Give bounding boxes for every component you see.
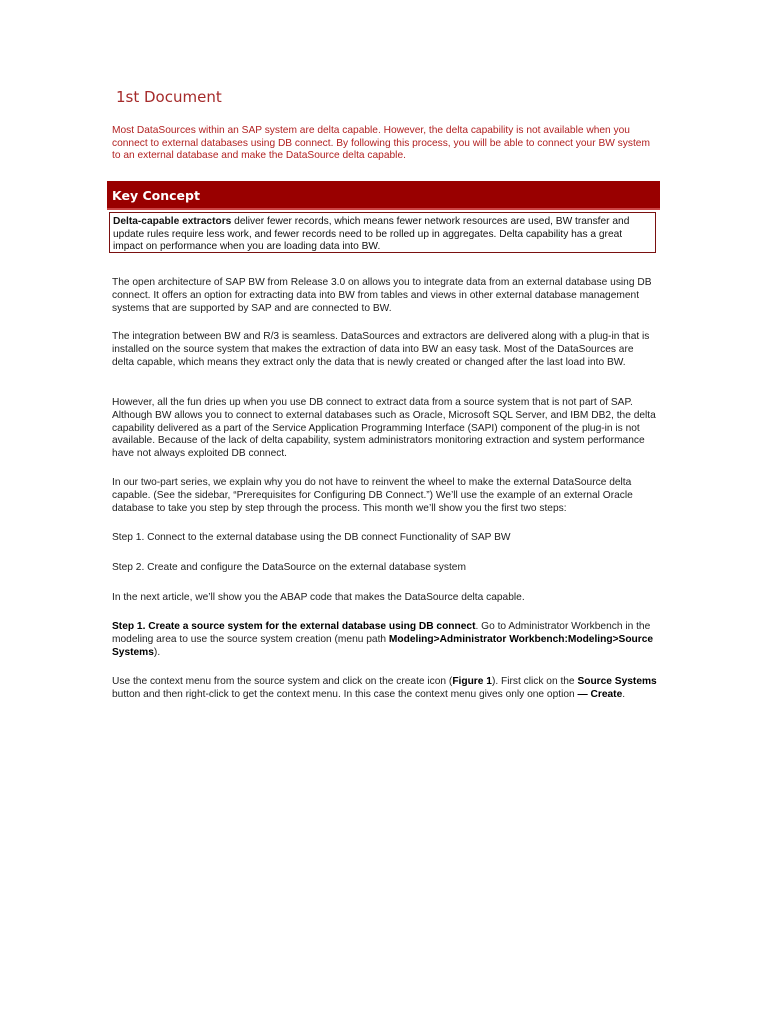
context-menu-paragraph	[112, 676, 657, 702]
step1-text-a: . Go to Administrator Workbench in the modeling area to use the source system creation (menu path	[112, 621, 651, 645]
step1-text-b: ).	[153, 646, 161, 658]
context-text-b: ). First click on the	[491, 676, 578, 687]
step1-menu-path: Modeling>Administrator Workbench:Modeling>Source Systems	[112, 633, 654, 658]
step2-line: Step 2. Create and configure the DataSource on the external database system	[112, 562, 466, 573]
intro-paragraph: Most DataSources within an SAP system are delta capable. However, the delta capability is not available when you connect to external databases using DB connect. By following this process, you will be able to connect your BW system to an external database and make the DataSource delta capable.	[112, 125, 650, 161]
paragraph-db-connect: However, all the fun dries up when you use DB connect to extract data from a source system that is not part of SAP. Although BW allows you to connect to external databases such as Oracle, Microsoft SQL Server, and IBM DB2, the delta capability delivered as a part of the Service Application Programming Interface (SAPI) component of the plug-in is not available. Because of the lack of delta capability, system administrators monitoring extraction and system performance have not always exploited DB connect.	[112, 397, 656, 460]
context-text-c: button and then right-click to get the context menu. In this case the context menu gives only one option	[112, 688, 578, 700]
figure-reference: Figure 1	[452, 676, 492, 687]
step1-heading: Step 1. Create a source system for the external database using DB connect	[112, 621, 476, 632]
key-concept-header	[107, 181, 660, 210]
step1-line: Step 1. Connect to the external database using the DB connect Functionality of SAP BW	[112, 532, 511, 543]
create-option: — Create	[577, 688, 623, 700]
next-article-line: In the next article, we’ll show you the ABAP code that makes the DataSource delta capable.	[112, 592, 525, 603]
context-text-a: Use the context menu from the source system and click on the create icon (	[112, 676, 453, 687]
key-concept-body	[109, 212, 656, 253]
paragraph-integration: The integration between BW and R/3 is seamless. DataSources and extractors are delivered along with a plug-in that is installed on the source system that makes the extraction of data into BW an easy task. Most of the DataSources are delta capable, which means they extract only the data that is newly created or changed after the last load into BW.	[112, 331, 650, 368]
source-systems-button-name: Source Systems	[577, 676, 657, 687]
paragraph-two-part-series: In our two-part series, we explain why you do not have to reinvent the wheel to make the external DataSource delta capable. (See the sidebar, “Prerequisites for Configuring DB Connect.”) We’ll use the example of an external Oracle database to take you step by step through the process. This month we’ll show you the first two steps:	[112, 477, 633, 514]
document-title: 1st Document	[116, 88, 222, 106]
key-concept-box	[107, 181, 660, 257]
paragraph-open-architecture: The open architecture of SAP BW from Release 3.0 on allows you to integrate data from an external database using DB connect. It offers an option for extracting data into BW from tables and views in other external database management systems that are supported by SAP and are connected to BW.	[112, 277, 652, 314]
key-concept-heading: Key Concept	[112, 188, 200, 203]
context-text-d: .	[622, 688, 626, 700]
key-concept-term: Delta-capable extractors	[113, 216, 232, 227]
step1-section	[112, 621, 657, 659]
key-concept-text: deliver fewer records, which means fewer network resources are used, BW transfer and update rules require less work, and fewer records need to be rolled up in aggregates. Delta capability has a great impact on performance when you are loading data into BW.	[113, 216, 630, 252]
